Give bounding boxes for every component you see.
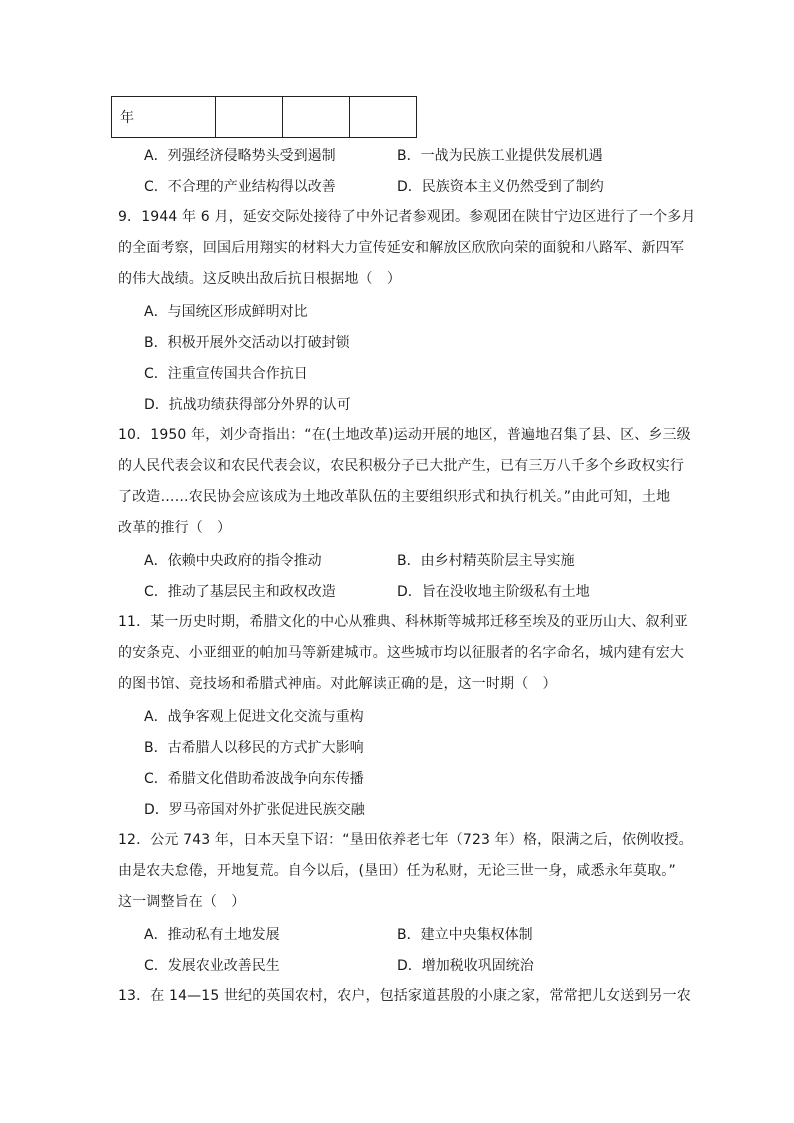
q11-stem — [118, 607, 688, 700]
q11-option-b: B．古希腊人以移民的方式扩大影响 — [144, 740, 364, 756]
q11-line: 11．某一历史时期，希腊文化的中心从雅典、科林斯等城邦迁移至埃及的亚历山大、叙利亚 — [118, 614, 688, 630]
q13-line: 13．在 14—15 世纪的英国农村，农户，包括家道甚殷的小康之家，常常把儿女送到另一农 — [118, 988, 691, 1004]
q10-line: 改革的推行（ ） — [118, 520, 232, 536]
q8-option-c: C．不合理的产业结构得以改善 — [144, 179, 336, 195]
q12-option-b: B．建立中央集权体制 — [397, 927, 533, 943]
q12-option-a: A．推动私有土地发展 — [144, 927, 280, 943]
q12-stem — [118, 825, 693, 918]
table-row — [112, 97, 417, 138]
q10-option-b: B．由乡村精英阶层主导实施 — [397, 553, 575, 569]
q11-option-a: A．战争客观上促进文化交流与重构 — [144, 709, 364, 725]
q10-stem — [118, 420, 691, 544]
q10-line: 10．1950 年，刘少奇指出：“在(土地改革)运动开展的地区，普遍地召集了县、区、乡三级 — [118, 427, 691, 443]
q11-line: 的图书馆、竞技场和希腊式神庙。对此解读正确的是，这一时期（ ） — [118, 676, 557, 692]
table-cell — [350, 97, 417, 138]
q10-option-d: D．旨在没收地主阶级私有土地 — [397, 584, 590, 600]
q10-line: 了改造……农民协会应该成为土地改革队伍的主要组织形式和执行机关。”由此可知，土地 — [118, 489, 671, 505]
table-cell — [216, 97, 283, 138]
q11-option-d: D．罗马帝国对外扩张促进民族交融 — [144, 802, 365, 818]
q12-line: 由是农夫怠倦，开地复荒。自今以后，(垦田）任为私财，无论三世一身，咸悉永年莫取。” — [118, 863, 676, 879]
table-cell — [283, 97, 350, 138]
q9-line: 9．1944 年 6 月，延安交际处接待了中外记者参观团。参观团在陕甘宁边区进行了一个多月 — [118, 209, 696, 225]
q12-line: 这一调整旨在（ ） — [118, 894, 246, 910]
q9-stem — [118, 202, 696, 295]
q9-line: 的全面考察，回国后用翔实的材料大力宣传延安和解放区欣欣向荣的面貌和八路军、新四军 — [118, 240, 684, 256]
q8-option-b: B．一战为民族工业提供发展机遇 — [397, 148, 603, 164]
q8-option-d: D．民族资本主义仍然受到了制约 — [397, 179, 604, 195]
q9-option-c: C．注重宣传国共合作抗日 — [144, 366, 308, 382]
table-cell: 年 — [112, 97, 216, 138]
q13-stem — [118, 981, 691, 1012]
q11-option-c: C．希腊文化借助希波战争向东传播 — [144, 771, 364, 787]
q10-option-c: C．推动了基层民主和政权改造 — [144, 584, 336, 600]
q9-option-d: D．抗战功绩获得部分外界的认可 — [144, 397, 351, 413]
q12-option-d: D．增加税收巩固统治 — [397, 958, 534, 974]
q9-line: 的伟大战绩。这反映出敌后抗日根据地（ ） — [118, 271, 401, 287]
answer-table-fragment — [111, 96, 417, 138]
q10-option-a: A．依赖中央政府的指令推动 — [144, 553, 322, 569]
q12-option-c: C．发展农业改善民生 — [144, 958, 280, 974]
q10-line: 的人民代表会议和农民代表会议，农民积极分子已大批产生，已有三万八千多个乡政权实行 — [118, 458, 684, 474]
q9-option-a: A．与国统区形成鲜明对比 — [144, 304, 308, 320]
q8-option-a: A．列强经济侵略势头受到遏制 — [144, 148, 336, 164]
q9-option-b: B．积极开展外交活动以打破封锁 — [144, 335, 350, 351]
q11-line: 的安条克、小亚细亚的帕加马等新建城市。这些城市均以征服者的名字命名，城内建有宏大 — [118, 645, 684, 661]
q12-line: 12．公元 743 年，日本天皇下诏：“垦田依养老七年（723 年）格，限满之后，依例收授。 — [118, 832, 693, 848]
